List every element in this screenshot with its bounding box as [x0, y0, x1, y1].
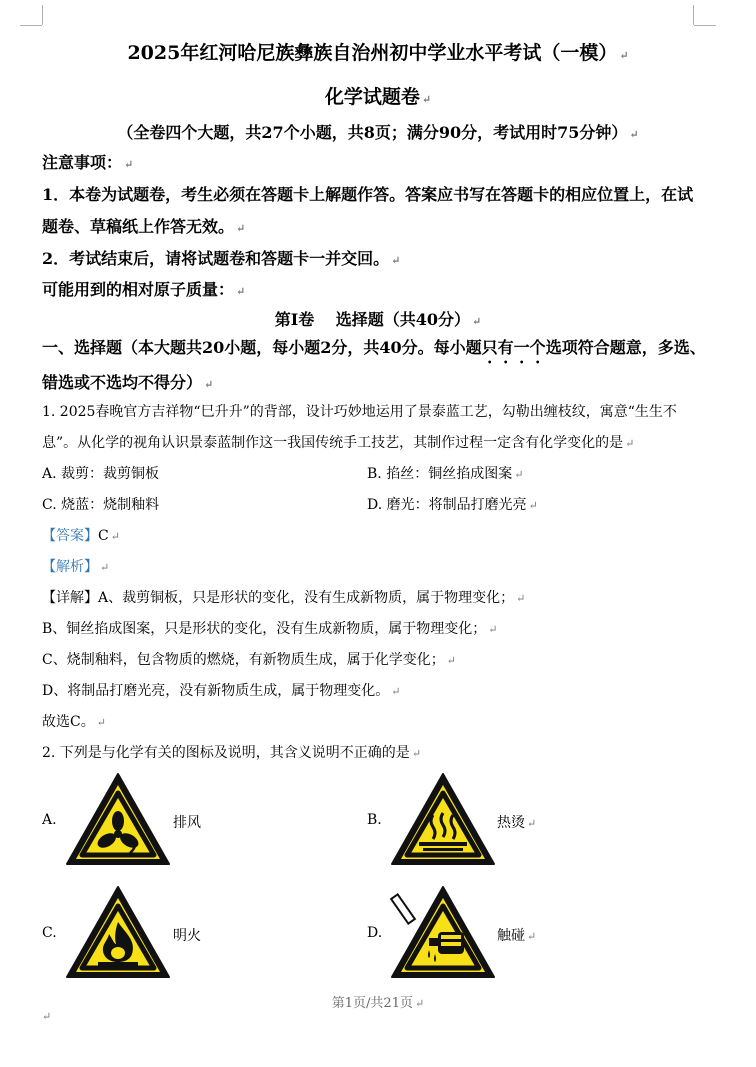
exam-subtitle: 化学试题卷 ↵ — [324, 86, 432, 108]
q1-detail-d: D、将制品打磨光亮，没有新物质生成，属于物理变化。 ↵ — [42, 683, 401, 699]
q1-option-c — [42, 494, 159, 514]
detail-c-text: C、烧制釉料，包含物质的燃烧，有新物质生成，属于化学变化； — [42, 652, 445, 668]
exam-title-text: 2025年红河哈尼族彝族自治州初中学业水平考试（一模） — [127, 42, 618, 64]
crop-mark-top-left-v — [42, 5, 43, 25]
notice-item-2-text: 2．考试结束后，请将试题卷和答题卡一并交回。 — [42, 249, 390, 268]
notice-item-1-cont: 题卷、草稿纸上作答无效。 ↵ — [42, 217, 246, 236]
section-1-text-a: 一、选择题（本大题共20小题，每小题2分，共40分。每小题 — [42, 338, 482, 357]
page-footer: 第1页/共21页 ↵ — [331, 996, 425, 1011]
answer-tag: 【答案】 — [42, 528, 98, 544]
notice-item-2: 2．考试结束后，请将试题卷和答题卡一并交回。 ↵ — [42, 249, 401, 268]
q2-option-b-label: 热烫 ↵ — [497, 815, 537, 831]
exam-info-text: （全卷四个大题，共27个小题，共8页；满分90分，考试用时75分钟） — [117, 123, 628, 142]
exhaust-fan-warning-icon — [64, 771, 172, 867]
q1-option-a — [42, 463, 159, 483]
hot-surface-warning-icon — [389, 771, 497, 867]
page-number: 第1页/共21页 — [331, 996, 413, 1011]
q1-option-c-text: C. 烧蓝：烧制釉料 — [42, 497, 160, 513]
q1-stem-text-b: 息”。从化学的视角认识景泰蓝制作这一我国传统手工技艺，其制作过程一定含有化学变化的是 — [42, 435, 624, 451]
q2-option-d-label: 触碰 ↵ — [497, 928, 537, 944]
notice-item-1-text: 1．本卷为试题卷，考生必须在答题卡上解题作答。答案应书写在答题卡的相应位置上，在试 — [42, 185, 694, 204]
q1-analysis: 【解析】 ↵ — [42, 559, 110, 575]
q1-option-b-text: B. 掐丝：铜丝掐成图案 — [367, 466, 513, 482]
notice-item-1 — [42, 182, 693, 205]
open-flame-warning-icon — [64, 884, 172, 980]
crop-mark-top-left — [20, 25, 42, 26]
detail-b-text: B、铜丝掐成图案，只是形状的变化，没有生成新物质，属于物理变化； — [42, 621, 487, 637]
q2-option-a-letter: A. — [42, 812, 57, 828]
crop-mark-top-right — [694, 25, 716, 26]
q1-option-a-text: A. 裁剪：裁剪铜板 — [42, 466, 160, 482]
part1-title: 第Ⅰ卷 选择题（共40分） ↵ — [274, 310, 482, 329]
q1-option-d: D. 磨光：将制品打磨光亮 ↵ — [367, 497, 538, 513]
analysis-tag: 【解析】 — [42, 559, 98, 575]
q2-option-c-label: 明火 — [173, 928, 201, 944]
exam-subtitle-text: 化学试题卷 — [324, 86, 420, 108]
q2-option-d-label-text: 触碰 — [497, 928, 525, 944]
notice-heading-text: 注意事项： — [42, 153, 123, 172]
q2-stem-text: 2. 下列是与化学有关的图标及说明，其含义说明不正确的是 — [42, 745, 410, 761]
q2-option-a-label: 排风 — [173, 815, 201, 831]
section-1-text-b: 选项符合题意，多选、 — [545, 338, 706, 357]
q1-conclusion: 故选C。 ↵ — [42, 714, 106, 730]
trailing-paragraph-mark: ↵ — [42, 1010, 52, 1023]
answer-value: C — [98, 528, 109, 544]
q1-stem-cont: 息”。从化学的视角认识景泰蓝制作这一我国传统手工技艺，其制作过程一定含有化学变化的是 ↵ — [42, 435, 635, 451]
section-1-emphasis: 只有一个 — [481, 338, 546, 357]
q2-option-b-letter: B. — [367, 812, 382, 828]
atomic-mass-line: 可能用到的相对原子质量： ↵ — [42, 280, 246, 299]
notice-item-1-cont-text: 题卷、草稿纸上作答无效。 — [42, 217, 235, 236]
q1-detail-b: B、铜丝掐成图案，只是形状的变化，没有生成新物质，属于物理变化； ↵ — [42, 621, 498, 637]
detail-d-text: D、将制品打磨光亮，没有新物质生成，属于物理变化。 — [42, 683, 390, 699]
q2-option-c-letter: C. — [42, 925, 57, 941]
q2-option-b-label-text: 热烫 — [497, 815, 525, 831]
section-1-heading — [42, 335, 706, 367]
exam-info: （全卷四个大题，共27个小题，共8页；满分90分，考试用时75分钟） ↵ — [117, 123, 639, 142]
crop-mark-top-right-v — [693, 5, 694, 25]
section-1-text-c: 错选或不选均不得分） — [42, 373, 203, 392]
conclusion-text: 故选C。 — [42, 714, 95, 730]
corrosive-warning-icon — [389, 884, 497, 980]
q1-stem — [42, 401, 677, 421]
section-1-heading-cont: 错选或不选均不得分） ↵ — [42, 373, 214, 392]
q2-option-d-letter: D. — [367, 925, 383, 941]
q1-detail-c: C、烧制釉料，包含物质的燃烧，有新物质生成，属于化学变化； ↵ — [42, 652, 456, 668]
q1-option-b: B. 掐丝：铜丝掐成图案 ↵ — [367, 466, 524, 482]
exam-title: 2025年红河哈尼族彝族自治州初中学业水平考试（一模） ↵ — [127, 42, 629, 64]
q1-stem-text-a: 1. 2025春晚官方吉祥物“巳升升”的背部，设计巧妙地运用了景泰蓝工艺，勾勒出缠枝纹，寓意“生生不 — [42, 404, 677, 420]
detail-a-text: A、裁剪铜板，只是形状的变化，没有生成新物质，属于物理变化； — [98, 590, 515, 606]
q1-option-d-text: D. 磨光：将制品打磨光亮 — [367, 497, 527, 513]
q1-detail-a: 【详解】A、裁剪铜板，只是形状的变化，没有生成新物质，属于物理变化； ↵ — [42, 590, 526, 606]
q1-answer: 【答案】C ↵ — [42, 528, 120, 544]
q2-stem: 2. 下列是与化学有关的图标及说明，其含义说明不正确的是 ↵ — [42, 745, 422, 761]
notice-heading: 注意事项： ↵ — [42, 153, 134, 172]
detail-tag: 【详解】 — [42, 590, 98, 606]
part1-title-text: 第Ⅰ卷 选择题（共40分） — [274, 310, 471, 329]
atomic-mass-text: 可能用到的相对原子质量： — [42, 280, 235, 299]
